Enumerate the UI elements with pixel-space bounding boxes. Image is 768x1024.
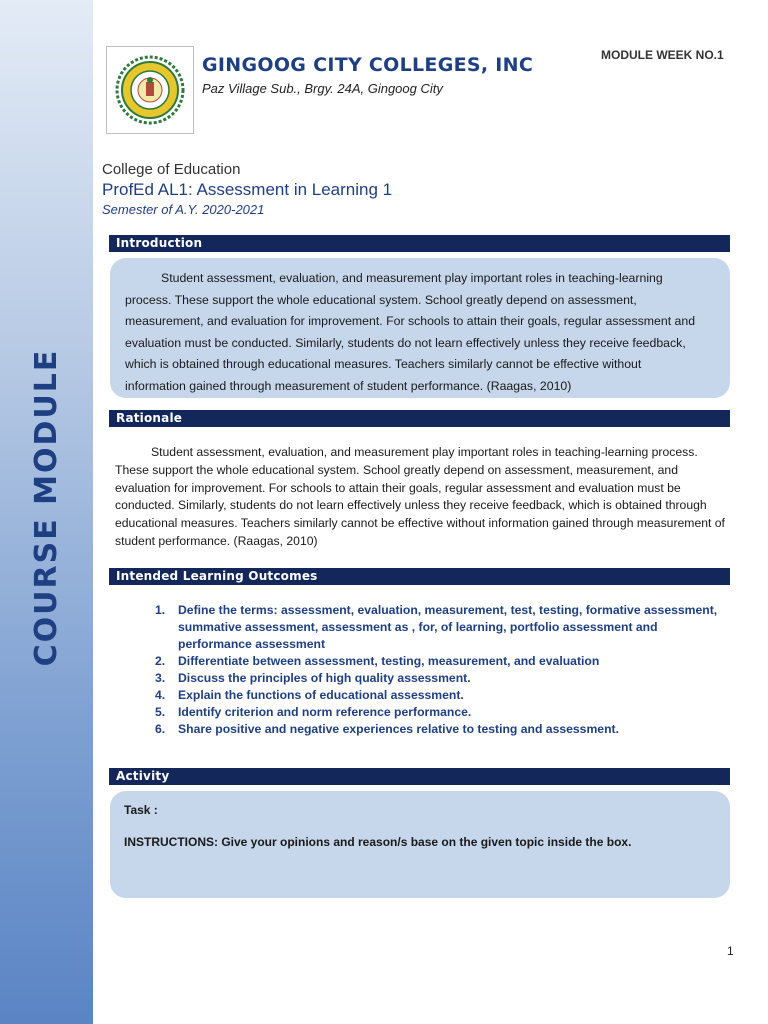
introduction-body: Student assessment, evaluation, and measurement play important roles in teaching-learning process. These support the whole educational system. School greatly depend on assessment, measurement, and evaluation for improvement. For schools to attain their goals, regular assessment and evaluation must be conducted. Similarly, students do not learn effectively unless they receive feedback, which is obtained through educational measures. Teachers similarly cannot be effective without information gained through measurement of student performance. (Raagas, 2010) (125, 271, 696, 393)
rationale-body: Student assessment, evaluation, and measurement play important roles in teaching-learning process. These support the whole educational system. School greatly depend on assessment, measurement, and evaluation for improvement. For schools to attain their goals, regular assessment and evaluation must be conducted. Similarly, students do not learn effectively unless they receive feedback, which is obtained through educational measures. Teachers similarly cannot be effective without information gained through measurement of student performance. (Raagas, 2010) (115, 445, 725, 548)
activity-instructions: INSTRUCTIONS: Give your opinions and reason/s base on the given topic inside the box. (124, 835, 632, 849)
sidebar-label: COURSE MODULE (29, 348, 64, 667)
school-logo (106, 46, 194, 134)
seal-icon (115, 55, 185, 125)
outcomes-heading: Intended Learning Outcomes (109, 568, 730, 585)
outcomes-list (155, 602, 730, 738)
school-address: Paz Village Sub., Brgy. 24A, Gingoog City (202, 81, 443, 96)
introduction-box (110, 258, 730, 398)
list-item: 6. Share positive and negative experiences relative to testing and assessment. (155, 722, 619, 736)
module-week: MODULE WEEK NO.1 (601, 48, 724, 62)
list-item: 1. Define the terms: assessment, evaluation, measurement, test, testing, formative assessment, summative assessment, assessment as , for, of learning, portfolio assessment and performance assessment (155, 603, 718, 651)
task-label: Task : (124, 803, 158, 817)
activity-heading: Activity (109, 768, 730, 785)
school-name: GINGOOG CITY COLLEGES, INC (202, 54, 534, 76)
introduction-heading: Introduction (109, 235, 730, 252)
course-title: ProfEd AL1: Assessment in Learning 1 (102, 180, 393, 199)
college-name: College of Education (102, 161, 241, 178)
semester: Semester of A.Y. 2020-2021 (102, 202, 265, 217)
list-item: 4. Explain the functions of educational assessment. (155, 688, 464, 702)
sidebar (0, 0, 93, 1024)
page-number: 1 (727, 944, 734, 958)
list-item: 3. Discuss the principles of high quality assessment. (155, 671, 471, 685)
rationale-heading: Rationale (109, 410, 730, 427)
list-item: 2. Differentiate between assessment, testing, measurement, and evaluation (155, 654, 600, 668)
list-item: 5. Identify criterion and norm reference performance. (155, 705, 472, 719)
